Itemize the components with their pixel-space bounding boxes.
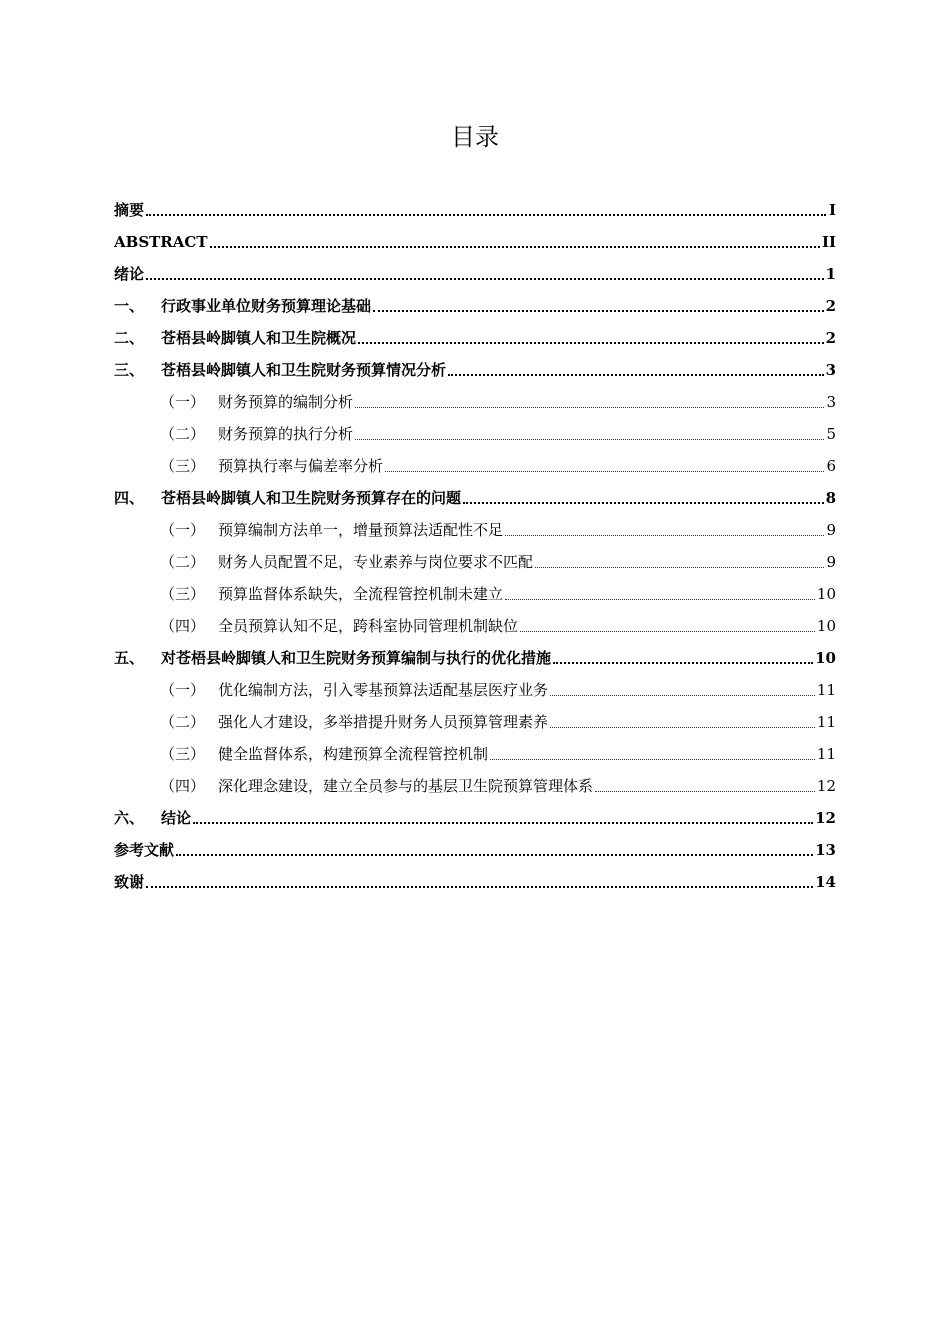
toc-entry[interactable] — [114, 352, 836, 384]
toc-entry-label: 苍梧县岭脚镇人和卫生院财务预算情况分析 — [161, 361, 447, 379]
toc-entry-label: 财务预算的编制分析 — [218, 393, 354, 411]
toc-entry[interactable] — [114, 672, 836, 704]
toc-entry[interactable] — [114, 480, 836, 512]
toc-entry-label: 行政事业单位财务预算理论基础 — [161, 297, 372, 315]
toc-entry-number: 二、 — [114, 329, 145, 347]
toc-dot-leader — [358, 341, 824, 344]
toc-entry-number: （三） — [160, 585, 206, 603]
toc-entry-label: 苍梧县岭脚镇人和卫生院财务预算存在的问题 — [161, 489, 462, 507]
toc-page-number: II — [821, 233, 836, 251]
toc-entry[interactable] — [114, 544, 836, 576]
toc-entry-label: 摘要 — [114, 201, 145, 219]
toc-page-number: 12 — [816, 777, 836, 795]
toc-dot-leader — [535, 566, 824, 568]
page-title: 目录 — [451, 123, 499, 151]
toc-entry-label: 财务预算的执行分析 — [218, 425, 354, 443]
toc-entry-label: 深化理念建设，建立全员参与的基层卫生院预算管理体系 — [218, 777, 594, 795]
toc-entry-label: 健全监督体系，构建预算全流程管控机制 — [218, 745, 489, 763]
toc-page-number: 11 — [816, 681, 836, 699]
toc-page-number: 5 — [826, 425, 836, 443]
toc-dot-leader — [595, 790, 815, 792]
toc-dot-leader — [505, 598, 815, 600]
toc-entry-number: （二） — [160, 425, 206, 443]
toc-dot-leader — [505, 534, 824, 536]
toc-page-number: 2 — [825, 329, 836, 347]
toc-dot-leader — [355, 438, 824, 440]
toc-entry-label: 全员预算认知不足，跨科室协同管理机制缺位 — [218, 617, 519, 635]
toc-dot-leader — [373, 309, 824, 312]
toc-entry-label: 绪论 — [114, 265, 145, 283]
toc-dot-leader — [146, 277, 824, 280]
toc-entry[interactable] — [114, 800, 836, 832]
toc-entry-label: 结论 — [161, 809, 192, 827]
toc-dot-leader — [210, 245, 820, 248]
toc-page-number: 6 — [826, 457, 836, 475]
toc-entry-number: 五、 — [114, 649, 145, 667]
toc-entry[interactable] — [114, 864, 836, 896]
toc-entry-number: （三） — [160, 457, 206, 475]
toc-page-number: 1 — [825, 265, 836, 283]
toc-page-number: 14 — [815, 873, 836, 891]
toc-entry-number: 六、 — [114, 809, 145, 827]
toc-page-number: 11 — [816, 713, 836, 731]
toc-page-number: 12 — [815, 809, 836, 827]
toc-entry-label: ABSTRACT — [114, 233, 208, 251]
toc-page-number: 10 — [816, 617, 836, 635]
toc-dot-leader — [193, 821, 813, 824]
toc-dot-leader — [520, 630, 815, 632]
toc-entry-number: （一） — [160, 393, 206, 411]
toc-entry-number: （四） — [160, 617, 206, 635]
toc-page-number: 8 — [825, 489, 836, 507]
toc-entry[interactable] — [114, 736, 836, 768]
toc-entry-label: 预算执行率与偏差率分析 — [218, 457, 384, 475]
toc-dot-leader — [490, 758, 815, 760]
toc-dot-leader — [553, 661, 813, 664]
toc-entry-label: 财务人员配置不足，专业素养与岗位要求不匹配 — [218, 553, 534, 571]
toc-page-number: 9 — [826, 521, 836, 539]
toc-dot-leader — [176, 853, 813, 856]
toc-entry[interactable] — [114, 192, 836, 224]
toc-entry-label: 强化人才建设，多举措提升财务人员预算管理素养 — [218, 713, 549, 731]
toc-entry-number: （四） — [160, 777, 206, 795]
toc-entry[interactable] — [114, 512, 836, 544]
toc-page-number: 10 — [816, 585, 836, 603]
toc-page-number: 10 — [815, 649, 836, 667]
toc-entry[interactable] — [114, 704, 836, 736]
toc-page-number: 13 — [815, 841, 836, 859]
toc-entry[interactable] — [114, 224, 836, 256]
toc-entry[interactable] — [114, 256, 836, 288]
toc-entry-label: 苍梧县岭脚镇人和卫生院概况 — [161, 329, 357, 347]
toc-entry-number: （二） — [160, 553, 206, 571]
table-of-contents — [114, 192, 836, 896]
toc-entry-number: （一） — [160, 521, 206, 539]
toc-entry-number: 三、 — [114, 361, 145, 379]
toc-page-number: 3 — [825, 361, 836, 379]
toc-entry-number: 四、 — [114, 489, 145, 507]
toc-entry-label: 优化编制方法，引入零基预算法适配基层医疗业务 — [218, 681, 549, 699]
toc-page-number: 9 — [826, 553, 836, 571]
toc-dot-leader — [550, 726, 815, 728]
toc-dot-leader — [146, 885, 813, 888]
toc-entry-label: 预算编制方法单一，增量预算法适配性不足 — [218, 521, 504, 539]
toc-entry[interactable] — [114, 576, 836, 608]
toc-entry-label: 预算监督体系缺失，全流程管控机制未建立 — [218, 585, 504, 603]
toc-entry[interactable] — [114, 448, 836, 480]
toc-entry-label: 对苍梧县岭脚镇人和卫生院财务预算编制与执行的优化措施 — [161, 649, 552, 667]
toc-entry[interactable] — [114, 608, 836, 640]
toc-entry-label: 参考文献 — [114, 841, 175, 859]
toc-entry-number: （三） — [160, 745, 206, 763]
toc-dot-leader — [448, 373, 824, 376]
toc-entry[interactable] — [114, 288, 836, 320]
toc-entry-number: 一、 — [114, 297, 145, 315]
toc-dot-leader — [550, 694, 815, 696]
toc-page-number: 11 — [816, 745, 836, 763]
toc-dot-leader — [146, 213, 826, 216]
toc-entry-number: （一） — [160, 681, 206, 699]
toc-entry[interactable] — [114, 640, 836, 672]
toc-dot-leader — [385, 470, 824, 472]
toc-entry[interactable] — [114, 832, 836, 864]
toc-entry-label: 致谢 — [114, 873, 145, 891]
toc-page-number: 2 — [825, 297, 836, 315]
toc-page-number: I — [828, 201, 836, 219]
toc-entry[interactable] — [114, 768, 836, 800]
toc-entry[interactable] — [114, 384, 836, 416]
toc-page-number: 3 — [826, 393, 836, 411]
toc-entry[interactable] — [114, 320, 836, 352]
toc-dot-leader — [463, 501, 824, 504]
toc-dot-leader — [355, 406, 824, 408]
toc-entry-number: （二） — [160, 713, 206, 731]
toc-entry[interactable] — [114, 416, 836, 448]
